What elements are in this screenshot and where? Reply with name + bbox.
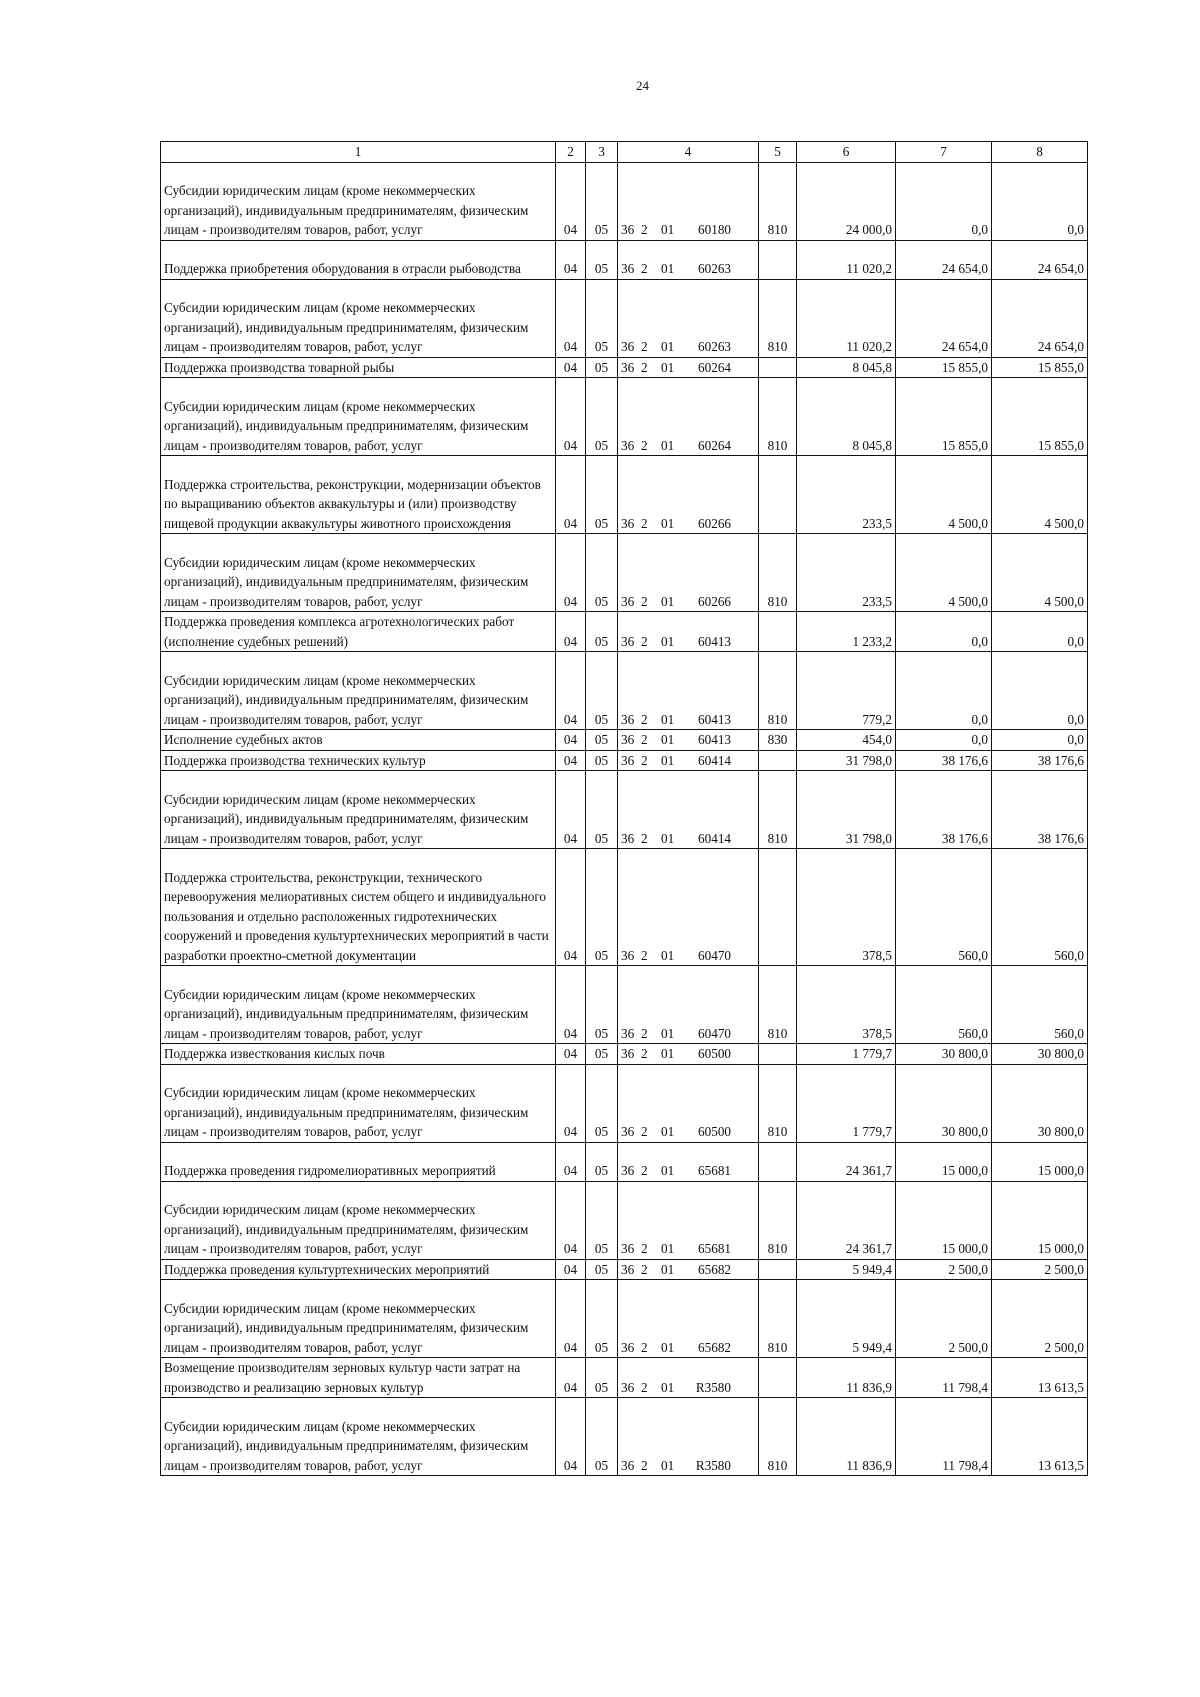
row-name-cell: Поддержка производства товарной рыбы <box>161 357 556 378</box>
amount-col8-cell: 30 800,0 <box>992 1064 1088 1142</box>
table-row <box>161 1280 1088 1358</box>
amount-col7-cell: 0,0 <box>896 612 992 652</box>
code-target-article-cell <box>618 652 759 730</box>
amount-col7-cell: 0,0 <box>896 162 992 240</box>
code-ministry-cell: 04 <box>556 1259 586 1280</box>
table-row <box>161 456 1088 534</box>
code-section-cell: 05 <box>586 378 618 456</box>
code-ministry-cell: 04 <box>556 378 586 456</box>
code-event-segment: 01 <box>661 752 675 768</box>
code-section-cell: 05 <box>586 849 618 966</box>
amount-col7-cell: 30 800,0 <box>896 1044 992 1065</box>
code-target-article-cell <box>618 1398 759 1476</box>
code-program-segment: 36 <box>621 1261 635 1277</box>
code-section-cell: 05 <box>586 730 618 751</box>
code-expense-type-cell: 810 <box>759 1398 797 1476</box>
amount-col7-cell: 4 500,0 <box>896 534 992 612</box>
code-subprogram-segment: 2 <box>641 261 648 276</box>
row-name-cell: Субсидии юридическим лицам (кроме некоммерческих организаций), индивидуальным предпринимателям, физическим лицам - производителям товаров, работ, услуг <box>161 1064 556 1142</box>
code-subprogram-segment: 2 <box>641 1046 648 1061</box>
page-number: 24 <box>636 78 649 93</box>
amount-col6-cell: 8 045,8 <box>797 357 896 378</box>
amount-col6-cell: 5 949,4 <box>797 1259 896 1280</box>
table-body <box>161 162 1088 1476</box>
amount-col7-cell: 24 654,0 <box>896 240 992 279</box>
code-target-article-cell <box>618 1280 759 1358</box>
code-section-cell: 05 <box>586 1181 618 1259</box>
code-ministry-cell: 04 <box>556 750 586 771</box>
row-name-cell: Субсидии юридическим лицам (кроме некоммерческих организаций), индивидуальным предпринимателям, физическим лицам - производителям товаров, работ, услуг <box>161 1181 556 1259</box>
amount-col6-cell: 31 798,0 <box>797 750 896 771</box>
code-event-segment: 01 <box>661 222 675 237</box>
code-target-article-cell <box>618 1044 759 1065</box>
code-subprogram-segment: 2 <box>641 339 648 354</box>
code-event-segment: 01 <box>661 732 675 747</box>
amount-col7-cell: 24 654,0 <box>896 279 992 357</box>
amount-col8-cell: 24 654,0 <box>992 279 1088 357</box>
table-row <box>161 1064 1088 1142</box>
row-name-cell: Субсидии юридическим лицам (кроме некоммерческих организаций), индивидуальным предпринимателям, физическим лицам - производителям товаров, работ, услуг <box>161 771 556 849</box>
amount-col7-cell: 560,0 <box>896 849 992 966</box>
code-section-cell: 05 <box>586 357 618 378</box>
amount-col7-cell: 0,0 <box>896 730 992 751</box>
code-ministry-cell: 04 <box>556 1280 586 1358</box>
code-target-article-cell <box>618 966 759 1044</box>
amount-col8-cell: 2 500,0 <box>992 1280 1088 1358</box>
row-name-cell: Субсидии юридическим лицам (кроме некоммерческих организаций), индивидуальным предпринимателям, физическим лицам - производителям товаров, работ, услуг <box>161 966 556 1044</box>
table-row <box>161 357 1088 378</box>
code-ministry-cell: 04 <box>556 1044 586 1065</box>
code-ministry-cell: 04 <box>556 279 586 357</box>
table-row <box>161 750 1088 771</box>
amount-col8-cell: 4 500,0 <box>992 456 1088 534</box>
code-ministry-cell: 04 <box>556 456 586 534</box>
amount-col8-cell: 0,0 <box>992 162 1088 240</box>
code-direction-segment: 65682 <box>698 1339 731 1355</box>
amount-col8-cell: 560,0 <box>992 849 1088 966</box>
code-subprogram-segment: 2 <box>641 359 648 375</box>
code-expense-type-cell <box>759 750 797 771</box>
code-program-segment: 36 <box>621 261 635 276</box>
amount-col6-cell: 11 836,9 <box>797 1398 896 1476</box>
code-direction-segment: 60180 <box>698 222 731 237</box>
code-section-cell: 05 <box>586 612 618 652</box>
code-ministry-cell: 04 <box>556 771 586 849</box>
column-header-5: 5 <box>759 142 797 163</box>
amount-col7-cell: 15 000,0 <box>896 1142 992 1181</box>
code-expense-type-cell <box>759 849 797 966</box>
code-direction-segment: 60414 <box>698 830 731 846</box>
code-event-segment: 01 <box>661 1261 675 1277</box>
column-header-7: 7 <box>896 142 992 163</box>
code-subprogram-segment: 2 <box>641 1379 648 1395</box>
code-program-segment: 36 <box>621 752 635 768</box>
code-section-cell: 05 <box>586 1358 618 1398</box>
code-ministry-cell: 04 <box>556 730 586 751</box>
code-event-segment: 01 <box>661 1339 675 1355</box>
code-section-cell: 05 <box>586 966 618 1044</box>
amount-col7-cell: 11 798,4 <box>896 1358 992 1398</box>
amount-col8-cell: 4 500,0 <box>992 534 1088 612</box>
table-row <box>161 279 1088 357</box>
column-header-8: 8 <box>992 142 1088 163</box>
amount-col8-cell: 38 176,6 <box>992 771 1088 849</box>
table-row <box>161 240 1088 279</box>
code-program-segment: 36 <box>621 1379 635 1395</box>
amount-col6-cell: 378,5 <box>797 966 896 1044</box>
code-ministry-cell: 04 <box>556 1358 586 1398</box>
amount-col7-cell: 38 176,6 <box>896 750 992 771</box>
code-direction-segment: 60264 <box>698 359 731 375</box>
code-event-segment: 01 <box>661 830 675 846</box>
amount-col6-cell: 1 779,7 <box>797 1044 896 1065</box>
code-subprogram-segment: 2 <box>641 711 648 727</box>
row-name-cell: Поддержка известкования кислых почв <box>161 1044 556 1065</box>
table-row <box>161 1181 1088 1259</box>
code-expense-type-cell: 810 <box>759 652 797 730</box>
code-target-article-cell <box>618 279 759 357</box>
row-name-cell: Субсидии юридическим лицам (кроме некоммерческих организаций), индивидуальным предпринимателям, физическим лицам - производителям товаров, работ, услуг <box>161 652 556 730</box>
amount-col8-cell: 0,0 <box>992 652 1088 730</box>
budget-table <box>160 141 1088 1476</box>
code-ministry-cell: 04 <box>556 534 586 612</box>
code-expense-type-cell: 810 <box>759 279 797 357</box>
amount-col8-cell: 2 500,0 <box>992 1259 1088 1280</box>
code-program-segment: 36 <box>621 1457 635 1473</box>
amount-col6-cell: 8 045,8 <box>797 378 896 456</box>
amount-col6-cell: 233,5 <box>797 456 896 534</box>
code-program-segment: 36 <box>621 339 635 354</box>
code-program-segment: 36 <box>621 1241 635 1256</box>
code-target-article-cell <box>618 1064 759 1142</box>
row-name-cell: Поддержка проведения культуртехнических мероприятий <box>161 1259 556 1280</box>
code-section-cell: 05 <box>586 1280 618 1358</box>
code-program-segment: 36 <box>621 633 635 649</box>
code-ministry-cell: 04 <box>556 1142 586 1181</box>
code-direction-segment: 60266 <box>698 593 731 609</box>
code-target-article-cell <box>618 240 759 279</box>
table-row <box>161 1259 1088 1280</box>
amount-col8-cell: 0,0 <box>992 730 1088 751</box>
amount-col6-cell: 1 233,2 <box>797 612 896 652</box>
column-header-1: 1 <box>161 142 556 163</box>
row-name-cell: Субсидии юридическим лицам (кроме некоммерческих организаций), индивидуальным предпринимателям, физическим лицам - производителям товаров, работ, услуг <box>161 1280 556 1358</box>
code-program-segment: 36 <box>621 1163 635 1178</box>
code-event-segment: 01 <box>661 947 675 963</box>
code-section-cell: 05 <box>586 652 618 730</box>
table-row <box>161 849 1088 966</box>
amount-col7-cell: 38 176,6 <box>896 771 992 849</box>
amount-col6-cell: 24 000,0 <box>797 162 896 240</box>
code-target-article-cell <box>618 378 759 456</box>
code-section-cell: 05 <box>586 240 618 279</box>
code-expense-type-cell <box>759 1142 797 1181</box>
table-row <box>161 1398 1088 1476</box>
amount-col8-cell: 13 613,5 <box>992 1358 1088 1398</box>
code-section-cell: 05 <box>586 750 618 771</box>
code-direction-segment: 60470 <box>698 1025 731 1041</box>
code-direction-segment: 60264 <box>698 437 731 453</box>
code-program-segment: 36 <box>621 711 635 727</box>
code-direction-segment: 60263 <box>698 261 731 276</box>
row-name-cell: Субсидии юридическим лицам (кроме некоммерческих организаций), индивидуальным предпринимателям, физическим лицам - производителям товаров, работ, услуг <box>161 279 556 357</box>
amount-col6-cell: 11 836,9 <box>797 1358 896 1398</box>
code-direction-segment: 60500 <box>698 1046 731 1061</box>
code-expense-type-cell: 810 <box>759 1064 797 1142</box>
code-ministry-cell: 04 <box>556 849 586 966</box>
code-expense-type-cell: 810 <box>759 1181 797 1259</box>
code-program-segment: 36 <box>621 437 635 453</box>
code-subprogram-segment: 2 <box>641 1124 648 1139</box>
amount-col6-cell: 1 779,7 <box>797 1064 896 1142</box>
code-section-cell: 05 <box>586 1142 618 1181</box>
code-direction-segment: 60470 <box>698 947 731 963</box>
code-program-segment: 36 <box>621 593 635 609</box>
code-program-segment: 36 <box>621 732 635 747</box>
row-name-cell: Поддержка проведения комплекса агротехнологических работ (исполнение судебных решений) <box>161 612 556 652</box>
code-section-cell: 05 <box>586 771 618 849</box>
code-section-cell: 05 <box>586 162 618 240</box>
code-program-segment: 36 <box>621 1025 635 1041</box>
amount-col7-cell: 15 855,0 <box>896 378 992 456</box>
row-name-cell: Субсидии юридическим лицам (кроме некоммерческих организаций), индивидуальным предпринимателям, физическим лицам - производителям товаров, работ, услуг <box>161 162 556 240</box>
code-subprogram-segment: 2 <box>641 947 648 963</box>
row-name-cell: Поддержка проведения гидромелиоративных мероприятий <box>161 1142 556 1181</box>
amount-col8-cell: 13 613,5 <box>992 1398 1088 1476</box>
code-event-segment: 01 <box>661 711 675 727</box>
table-row <box>161 162 1088 240</box>
code-expense-type-cell <box>759 1358 797 1398</box>
amount-col6-cell: 233,5 <box>797 534 896 612</box>
code-subprogram-segment: 2 <box>641 830 648 846</box>
code-direction-segment: R3580 <box>695 1457 731 1473</box>
code-target-article-cell <box>618 771 759 849</box>
code-subprogram-segment: 2 <box>641 752 648 768</box>
code-expense-type-cell: 810 <box>759 966 797 1044</box>
table-row <box>161 1142 1088 1181</box>
amount-col6-cell: 11 020,2 <box>797 240 896 279</box>
amount-col7-cell: 2 500,0 <box>896 1280 992 1358</box>
code-program-segment: 36 <box>621 947 635 963</box>
row-name-cell: Поддержка строительства, реконструкции, модернизации объектов по выращиванию объектов аквакультуры и (или) производству пищевой продукции аквакультуры животного происхождения <box>161 456 556 534</box>
amount-col7-cell: 0,0 <box>896 652 992 730</box>
amount-col6-cell: 5 949,4 <box>797 1280 896 1358</box>
table-row <box>161 534 1088 612</box>
code-target-article-cell <box>618 1181 759 1259</box>
amount-col8-cell: 0,0 <box>992 612 1088 652</box>
amount-col8-cell: 15 855,0 <box>992 357 1088 378</box>
code-expense-type-cell: 810 <box>759 771 797 849</box>
row-name-cell: Исполнение судебных актов <box>161 730 556 751</box>
code-subprogram-segment: 2 <box>641 1025 648 1041</box>
code-event-segment: 01 <box>661 359 675 375</box>
amount-col6-cell: 779,2 <box>797 652 896 730</box>
table-row <box>161 378 1088 456</box>
amount-col7-cell: 11 798,4 <box>896 1398 992 1476</box>
code-direction-segment: 60414 <box>698 752 731 768</box>
code-subprogram-segment: 2 <box>641 1241 648 1256</box>
code-direction-segment: 60263 <box>698 339 731 354</box>
code-target-article-cell <box>618 849 759 966</box>
amount-col8-cell: 560,0 <box>992 966 1088 1044</box>
code-program-segment: 36 <box>621 830 635 846</box>
code-event-segment: 01 <box>661 1025 675 1041</box>
amount-col7-cell: 15 855,0 <box>896 357 992 378</box>
amount-col7-cell: 4 500,0 <box>896 456 992 534</box>
amount-col8-cell: 15 000,0 <box>992 1181 1088 1259</box>
code-subprogram-segment: 2 <box>641 1261 648 1277</box>
code-expense-type-cell <box>759 240 797 279</box>
table-row <box>161 730 1088 751</box>
column-header-2: 2 <box>556 142 586 163</box>
row-name-cell: Субсидии юридическим лицам (кроме некоммерческих организаций), индивидуальным предпринимателям, физическим лицам - производителям товаров, работ, услуг <box>161 1398 556 1476</box>
code-ministry-cell: 04 <box>556 240 586 279</box>
column-header-4: 4 <box>618 142 759 163</box>
amount-col7-cell: 2 500,0 <box>896 1259 992 1280</box>
code-event-segment: 01 <box>661 1046 675 1061</box>
code-direction-segment: 65681 <box>698 1163 731 1178</box>
code-program-segment: 36 <box>621 1124 635 1139</box>
code-subprogram-segment: 2 <box>641 593 648 609</box>
amount-col6-cell: 24 361,7 <box>797 1181 896 1259</box>
row-name-cell: Возмещение производителям зерновых культур части затрат на производство и реализацию зерновых культур <box>161 1358 556 1398</box>
code-expense-type-cell: 830 <box>759 730 797 751</box>
code-program-segment: 36 <box>621 515 635 531</box>
code-event-segment: 01 <box>661 437 675 453</box>
code-subprogram-segment: 2 <box>641 222 648 237</box>
code-event-segment: 01 <box>661 1241 675 1256</box>
code-section-cell: 05 <box>586 1064 618 1142</box>
code-target-article-cell <box>618 1358 759 1398</box>
code-direction-segment: 65682 <box>698 1261 731 1277</box>
code-target-article-cell <box>618 1142 759 1181</box>
code-direction-segment: 60413 <box>698 711 731 727</box>
code-target-article-cell <box>618 750 759 771</box>
code-target-article-cell <box>618 456 759 534</box>
amount-col8-cell: 15 855,0 <box>992 378 1088 456</box>
table-row <box>161 1358 1088 1398</box>
code-section-cell: 05 <box>586 279 618 357</box>
code-program-segment: 36 <box>621 1339 635 1355</box>
column-header-3: 3 <box>586 142 618 163</box>
amount-col8-cell: 15 000,0 <box>992 1142 1088 1181</box>
code-ministry-cell: 04 <box>556 652 586 730</box>
row-name-cell: Субсидии юридическим лицам (кроме некоммерческих организаций), индивидуальным предпринимателям, физическим лицам - производителям товаров, работ, услуг <box>161 378 556 456</box>
amount-col7-cell: 30 800,0 <box>896 1064 992 1142</box>
row-name-cell: Поддержка приобретения оборудования в отрасли рыбоводства <box>161 240 556 279</box>
table-row <box>161 612 1088 652</box>
code-event-segment: 01 <box>661 339 675 354</box>
row-name-cell: Поддержка строительства, реконструкции, технического перевооружения мелиоративных систем общего и индивидуального пользования и отдельно расположенных гидротехнических сооружений и проведения культуртехнических мероприятий в части разработки проектно-сметной документации <box>161 849 556 966</box>
amount-col6-cell: 454,0 <box>797 730 896 751</box>
code-subprogram-segment: 2 <box>641 1457 648 1473</box>
table-row <box>161 652 1088 730</box>
code-target-article-cell <box>618 357 759 378</box>
code-event-segment: 01 <box>661 1163 675 1178</box>
code-expense-type-cell <box>759 612 797 652</box>
code-program-segment: 36 <box>621 359 635 375</box>
code-direction-segment: 60500 <box>698 1124 731 1139</box>
amount-col7-cell: 560,0 <box>896 966 992 1044</box>
code-expense-type-cell: 810 <box>759 378 797 456</box>
code-program-segment: 36 <box>621 1046 635 1061</box>
code-event-segment: 01 <box>661 1457 675 1473</box>
code-section-cell: 05 <box>586 534 618 612</box>
code-target-article-cell <box>618 612 759 652</box>
code-event-segment: 01 <box>661 515 675 531</box>
amount-col6-cell: 24 361,7 <box>797 1142 896 1181</box>
code-direction-segment: 65681 <box>698 1241 731 1256</box>
code-direction-segment: R3580 <box>695 1379 731 1395</box>
code-ministry-cell: 04 <box>556 612 586 652</box>
code-subprogram-segment: 2 <box>641 633 648 649</box>
code-expense-type-cell <box>759 1044 797 1065</box>
code-expense-type-cell <box>759 1259 797 1280</box>
code-ministry-cell: 04 <box>556 1398 586 1476</box>
code-section-cell: 05 <box>586 1259 618 1280</box>
code-expense-type-cell <box>759 357 797 378</box>
code-direction-segment: 60413 <box>698 633 731 649</box>
code-subprogram-segment: 2 <box>641 515 648 531</box>
table-row <box>161 966 1088 1044</box>
amount-col6-cell: 11 020,2 <box>797 279 896 357</box>
code-ministry-cell: 04 <box>556 1064 586 1142</box>
code-target-article-cell <box>618 1259 759 1280</box>
code-expense-type-cell: 810 <box>759 162 797 240</box>
code-section-cell: 05 <box>586 1044 618 1065</box>
code-event-segment: 01 <box>661 1379 675 1395</box>
code-event-segment: 01 <box>661 1124 675 1139</box>
amount-col6-cell: 378,5 <box>797 849 896 966</box>
code-target-article-cell <box>618 534 759 612</box>
amount-col6-cell: 31 798,0 <box>797 771 896 849</box>
code-direction-segment: 60266 <box>698 515 731 531</box>
code-subprogram-segment: 2 <box>641 1339 648 1355</box>
code-expense-type-cell: 810 <box>759 534 797 612</box>
code-event-segment: 01 <box>661 261 675 276</box>
table-header-row <box>161 142 1088 163</box>
code-target-article-cell <box>618 162 759 240</box>
code-ministry-cell: 04 <box>556 162 586 240</box>
code-event-segment: 01 <box>661 593 675 609</box>
code-section-cell: 05 <box>586 1398 618 1476</box>
code-ministry-cell: 04 <box>556 357 586 378</box>
code-expense-type-cell: 810 <box>759 1280 797 1358</box>
amount-col8-cell: 24 654,0 <box>992 240 1088 279</box>
code-subprogram-segment: 2 <box>641 1163 648 1178</box>
code-subprogram-segment: 2 <box>641 437 648 453</box>
table-row <box>161 1044 1088 1065</box>
code-section-cell: 05 <box>586 456 618 534</box>
code-ministry-cell: 04 <box>556 1181 586 1259</box>
column-header-6: 6 <box>797 142 896 163</box>
code-program-segment: 36 <box>621 222 635 237</box>
code-ministry-cell: 04 <box>556 966 586 1044</box>
row-name-cell: Поддержка производства технических культур <box>161 750 556 771</box>
table-row <box>161 771 1088 849</box>
code-subprogram-segment: 2 <box>641 732 648 747</box>
code-expense-type-cell <box>759 456 797 534</box>
amount-col8-cell: 30 800,0 <box>992 1044 1088 1065</box>
code-target-article-cell <box>618 730 759 751</box>
amount-col7-cell: 15 000,0 <box>896 1181 992 1259</box>
row-name-cell: Субсидии юридическим лицам (кроме некоммерческих организаций), индивидуальным предпринимателям, физическим лицам - производителям товаров, работ, услуг <box>161 534 556 612</box>
code-event-segment: 01 <box>661 633 675 649</box>
amount-col8-cell: 38 176,6 <box>992 750 1088 771</box>
code-direction-segment: 60413 <box>698 732 731 747</box>
